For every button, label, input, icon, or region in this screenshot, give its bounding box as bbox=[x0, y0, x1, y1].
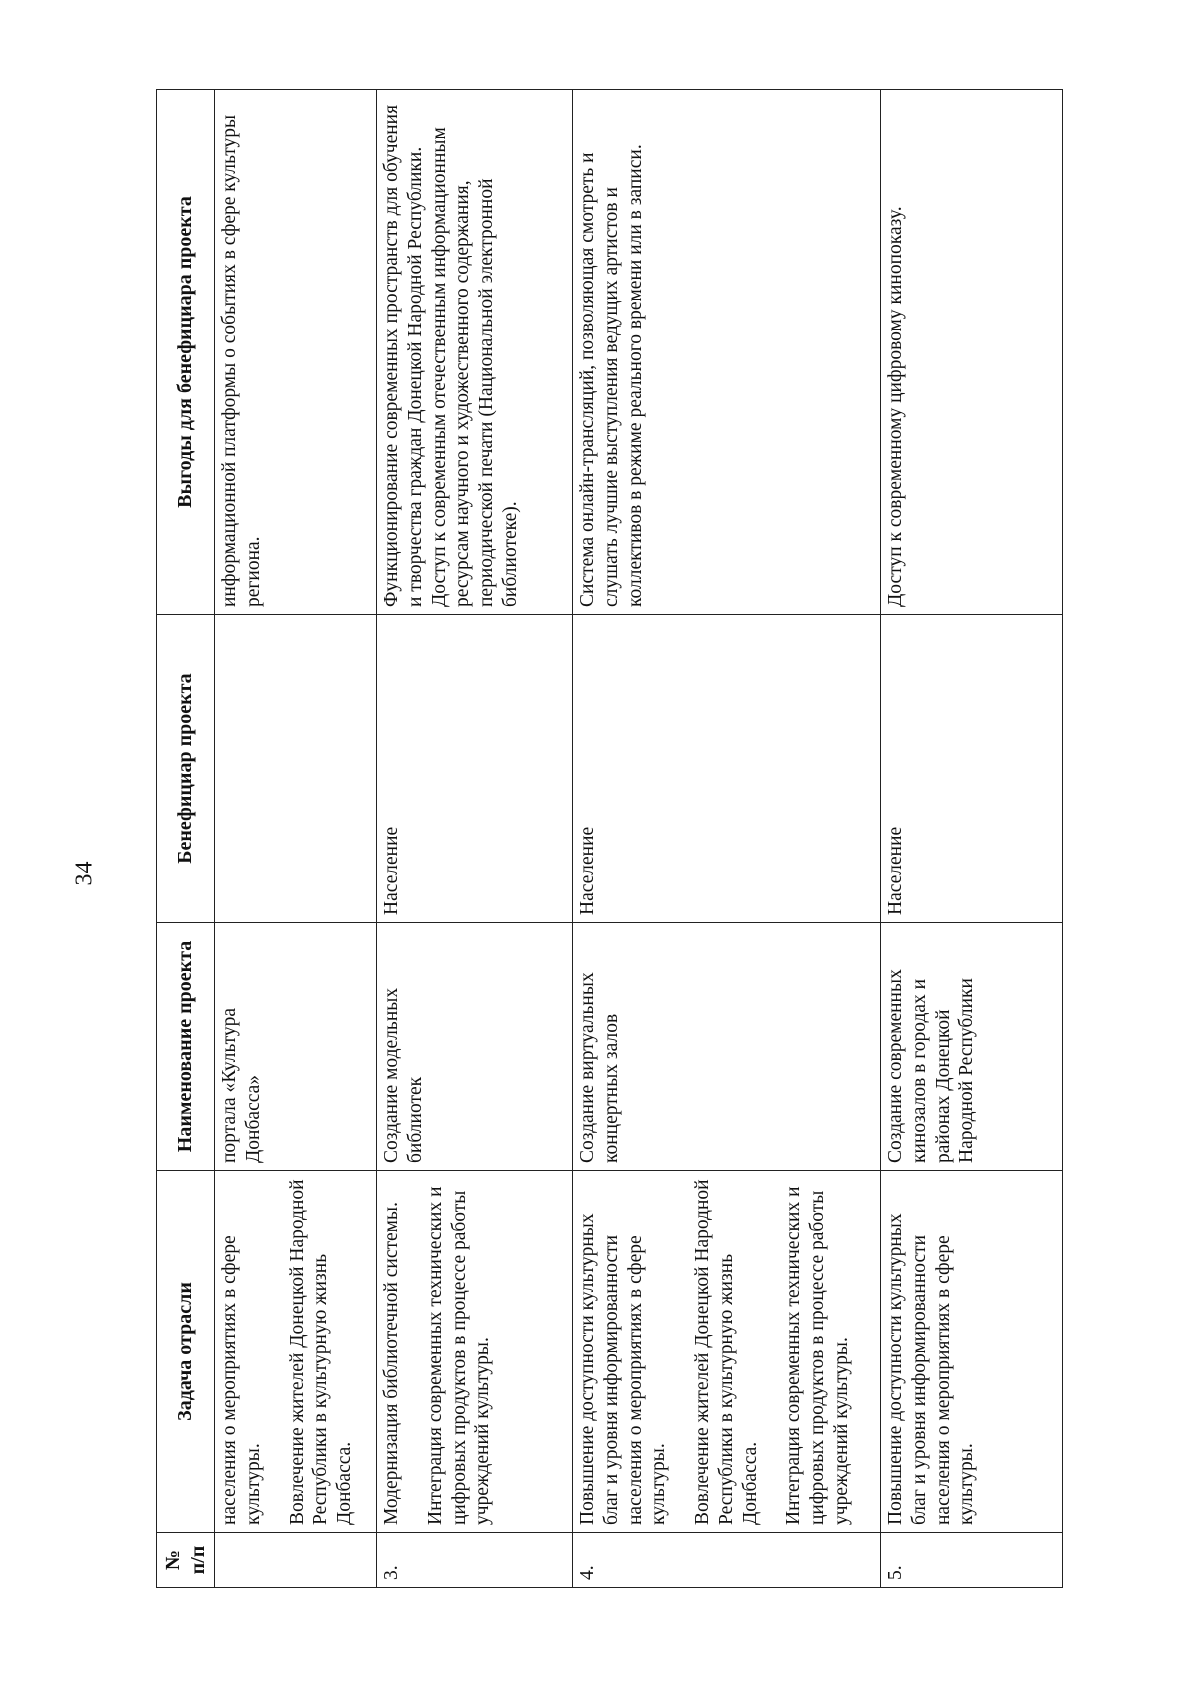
projects-table bbox=[156, 89, 1063, 1588]
project-name-cell: Создание виртуальных концертных залов bbox=[573, 923, 881, 1171]
header-project-name: Наименование проекта bbox=[157, 923, 215, 1171]
project-name-cell: портала «Культура Донбасса» bbox=[215, 923, 377, 1171]
table-row bbox=[215, 90, 377, 1588]
task-cell bbox=[573, 1171, 881, 1533]
table-row bbox=[573, 90, 881, 1588]
table-row bbox=[377, 90, 573, 1588]
task-paragraph: Вовлечение жителей Донецкой Народной Республики в культурную жизнь Донбасса. bbox=[692, 1179, 761, 1525]
beneficiary-cell: Население bbox=[881, 615, 1063, 923]
project-name-cell: Создание современных кинозалов в городах и районах Донецкой Народной Республики bbox=[881, 923, 1063, 1171]
page-number: 34 bbox=[71, 861, 98, 886]
task-paragraph: Модернизация библиотечной системы. bbox=[381, 1202, 402, 1525]
table-header-row bbox=[157, 90, 215, 1588]
task-paragraph: Вовлечение жителей Донецкой Народной Республики в культурную жизнь Донбасса. bbox=[286, 1179, 356, 1525]
task-paragraph: населения о мероприятиях в сфере культуры. bbox=[219, 1235, 264, 1525]
task-cell bbox=[881, 1171, 1063, 1533]
header-num: № п/п bbox=[157, 1533, 215, 1588]
header-beneficiary: Бенефициар проекта bbox=[157, 615, 215, 923]
row-number: 3. bbox=[377, 1533, 573, 1588]
task-paragraph: Интеграция современных технических и цифровых продуктов в процессе работы учреждений культуры. bbox=[783, 1186, 853, 1525]
row-number bbox=[215, 1533, 377, 1588]
benefit-cell: информационной платформы о событиях в сфере культуры региона. bbox=[215, 90, 377, 615]
project-name-cell: Создание модельных библиотек bbox=[377, 923, 573, 1171]
benefit-cell: Система онлайн-трансляций, позволяющая смотреть и слушать лучшие выступления ведущих артистов и коллективов в режиме реального времени или в записи. bbox=[573, 90, 881, 615]
task-paragraph: Повышение доступности культурных благ и уровня информированности населения о мероприятиях в сфере культуры. bbox=[577, 1213, 670, 1525]
task-paragraph: Интеграция современных технических и цифровых продуктов в процессе работы учреждений культуры. bbox=[424, 1186, 494, 1525]
header-benefit: Выгоды для бенефициара проекта bbox=[157, 90, 215, 615]
row-number: 4. bbox=[573, 1533, 881, 1588]
benefit-cell: Доступ к современному цифровому кинопоказу. bbox=[881, 90, 1063, 615]
rotated-table-container bbox=[156, 90, 1062, 1588]
benefit-cell: Функционирование современных пространств для обучения и творчества граждан Донецкой Народной Республики. Доступ к современным отечественным информационным ресурсам научного и художественного содержания, периодической печати (Национальной электронной библиотеке). bbox=[377, 90, 573, 615]
task-cell bbox=[215, 1171, 377, 1533]
beneficiary-cell bbox=[215, 615, 377, 923]
task-paragraph: Повышение доступности культурных благ и уровня информированности населения о мероприятиях в сфере культуры. bbox=[885, 1213, 978, 1525]
header-task: Задача отрасли bbox=[157, 1171, 215, 1533]
beneficiary-cell: Население bbox=[573, 615, 881, 923]
beneficiary-cell: Население bbox=[377, 615, 573, 923]
task-cell bbox=[377, 1171, 573, 1533]
row-number: 5. bbox=[881, 1533, 1063, 1588]
table-row bbox=[881, 90, 1063, 1588]
